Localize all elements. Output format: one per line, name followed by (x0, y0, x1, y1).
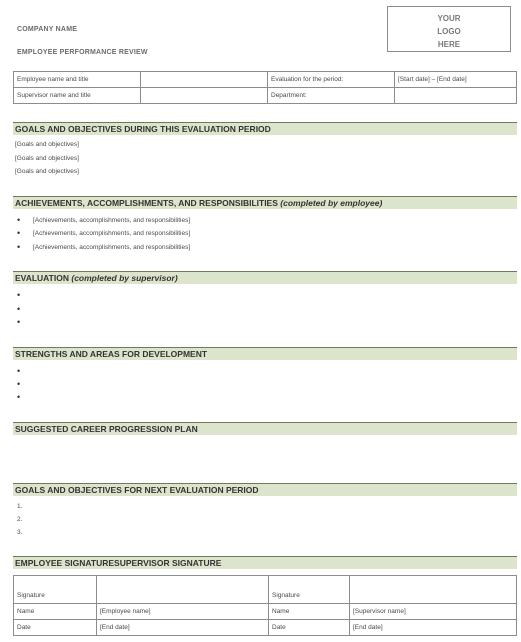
numbered-item[interactable]: 2. (17, 516, 23, 523)
supervisor-name-field[interactable]: [Supervisor name] (350, 604, 517, 620)
supervisor-label: Supervisor name and title (14, 88, 141, 104)
achievements-heading (13, 196, 517, 209)
logo-placeholder (387, 6, 511, 52)
next-goals-heading: GOALS AND OBJECTIVES FOR NEXT EVALUATION PERIOD (13, 483, 517, 496)
bullet-icon: • (17, 242, 21, 252)
strengths-heading: STRENGTHS AND AREAS FOR DEVELOPMENT (13, 347, 517, 360)
logo-line: YOUR (437, 14, 461, 23)
document-title: EMPLOYEE PERFORMANCE REVIEW (17, 49, 148, 56)
goals-heading: GOALS AND OBJECTIVES DURING THIS EVALUATION PERIOD (13, 122, 517, 135)
evaluation-heading-text: EVALUATION (15, 273, 69, 283)
employee-signature-field[interactable] (97, 576, 269, 604)
bullet-icon: • (17, 215, 21, 225)
supervisor-date-field[interactable]: [End date] (350, 620, 517, 636)
bullet-icon: • (17, 392, 21, 402)
bullet-icon: • (17, 366, 21, 376)
employee-label: Employee name and title (14, 72, 141, 88)
achievements-heading-note: (completed by employee) (280, 198, 383, 208)
bullet-icon: • (17, 290, 21, 300)
employee-date-label: Date (14, 620, 97, 636)
achievement-item[interactable]: [Achievements, accomplishments, and responsibilities] (33, 244, 191, 251)
achievement-item[interactable]: [Achievements, accomplishments, and responsibilities] (33, 230, 191, 237)
supervisor-signature-field[interactable] (350, 576, 517, 604)
logo-line: LOGO (437, 27, 461, 36)
employee-name-label: Name (14, 604, 97, 620)
goal-item[interactable]: [Goals and objectives] (15, 168, 79, 175)
signatures-heading: EMPLOYEE SIGNATURESUPERVISOR SIGNATURE (13, 556, 517, 569)
signature-table (13, 575, 517, 636)
supervisor-signature-label: Signature (269, 576, 350, 604)
employee-signature-label: Signature (14, 576, 97, 604)
bullet-icon: • (17, 304, 21, 314)
career-heading: SUGGESTED CAREER PROGRESSION PLAN (13, 422, 517, 435)
supervisor-date-label: Date (269, 620, 350, 636)
supervisor-value[interactable] (141, 88, 268, 104)
supervisor-name-label: Name (269, 604, 350, 620)
achievements-heading-text: ACHIEVEMENTS, ACCOMPLISHMENTS, AND RESPONSIBILITIES (15, 198, 278, 208)
evaluation-heading (13, 271, 517, 284)
achievement-item[interactable]: [Achievements, accomplishments, and responsibilities] (33, 217, 191, 224)
company-name: COMPANY NAME (17, 26, 78, 33)
bullet-icon: • (17, 228, 21, 238)
department-label: Department: (268, 88, 395, 104)
period-label: Evaluation for the period: (268, 72, 395, 88)
department-value[interactable] (395, 88, 517, 104)
info-table (13, 71, 517, 104)
logo-line: HERE (437, 40, 461, 49)
employee-value[interactable] (141, 72, 268, 88)
employee-name-field[interactable]: [Employee name] (97, 604, 269, 620)
period-value[interactable]: [Start date] – [End date] (395, 72, 517, 88)
bullet-icon: • (17, 317, 21, 327)
numbered-item[interactable]: 1. (17, 503, 23, 510)
goal-item[interactable]: [Goals and objectives] (15, 155, 79, 162)
employee-date-field[interactable]: [End date] (97, 620, 269, 636)
evaluation-heading-note: (completed by supervisor) (71, 273, 178, 283)
goal-item[interactable]: [Goals and objectives] (15, 141, 79, 148)
bullet-icon: • (17, 379, 21, 389)
numbered-item[interactable]: 3. (17, 529, 23, 536)
